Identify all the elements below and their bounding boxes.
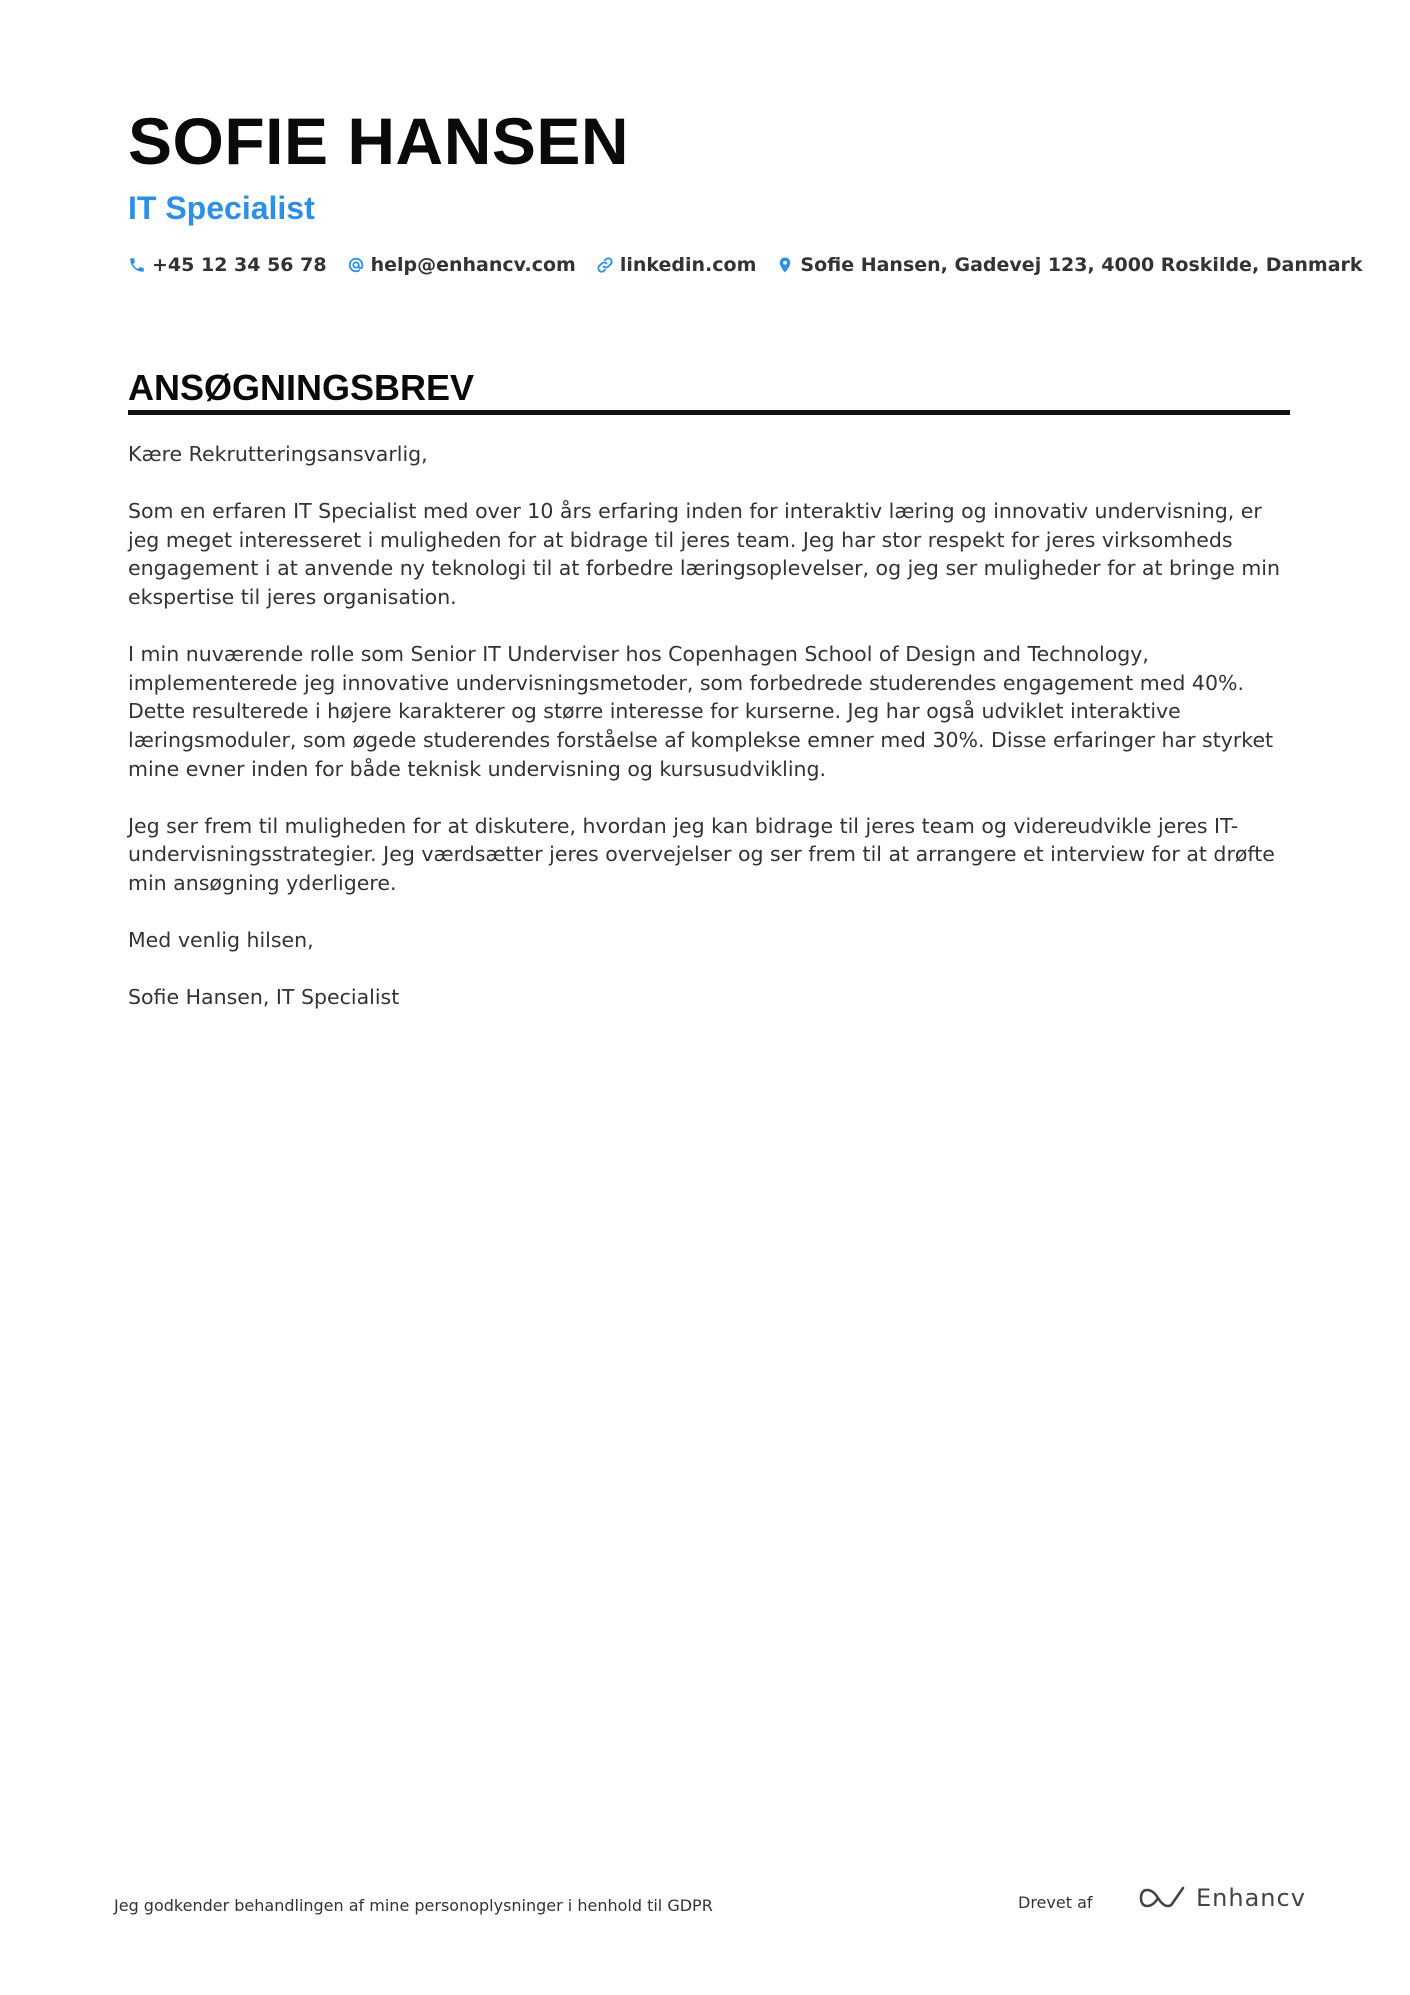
- location-pin-icon: [776, 256, 794, 274]
- email-text: help@enhancv.com: [370, 254, 576, 276]
- letter-greeting: Kære Rekrutteringsansvarlig,: [128, 442, 428, 466]
- enhancv-logo-icon: [1138, 1884, 1186, 1912]
- phone-icon: [128, 256, 146, 274]
- letter-paragraph: Som en erfaren IT Specialist med over 10 års erfaring inden for interaktiv læring og innovativ undervisning, er jeg meget interesseret i muligheden for at bidrage til jeres team. Jeg har stor respekt for jeres virksomheds engagement i at anvende ny teknologi til at forbedre læringsoplevelser, og jeg ser muligheder for at bringe min ekspertise til jeres organisation.: [128, 499, 1280, 609]
- address-text: Sofie Hansen, Gadevej 123, 4000 Roskilde, Danmark: [800, 254, 1363, 276]
- letter-body: [128, 440, 1290, 1040]
- letter-paragraph: I min nuværende rolle som Senior IT Underviser hos Copenhagen School of Design and Technology, implementerede jeg innovative undervisningsmetoder, som forbedrede studerendes engagement med 40%. Dette resulterede i højere karakterer og større interesse for kurserne. Jeg har også udviklet interaktive læringsmoduler, som øgede studerendes forståelse af komplekse emner med 30%. Disse erfaringer har styrket mine evner inden for både teknisk undervisning og kursusudvikling.: [128, 642, 1274, 781]
- contact-phone[interactable]: [128, 254, 327, 276]
- contact-address: [776, 254, 1362, 276]
- at-icon: [347, 256, 365, 274]
- enhancv-brand[interactable]: [1138, 1884, 1306, 1912]
- applicant-name: SOFIE HANSEN: [128, 104, 630, 178]
- letter-paragraph: Jeg ser frem til muligheden for at diskutere, hvordan jeg kan bidrage til jeres team og videreudvikle jeres IT-undervisningsstrategier. Jeg værdsætter jeres overvejelser og ser frem til at arrangere et interview for at drøfte min ansøgning yderligere.: [128, 813, 1275, 895]
- letter-closing: Med venlig hilsen,: [128, 928, 314, 953]
- powered-by-label: Drevet af: [1018, 1893, 1093, 1912]
- contact-linkedin[interactable]: [596, 254, 757, 276]
- section-divider: [128, 410, 1290, 415]
- contact-bar: [128, 254, 1363, 276]
- section-title: ANSØGNINGSBREV: [128, 367, 475, 408]
- link-icon: [596, 256, 614, 274]
- job-title: IT Specialist: [128, 190, 315, 226]
- phone-text: +45 12 34 56 78: [152, 254, 327, 276]
- contact-email[interactable]: [347, 254, 576, 276]
- letter-signature: Sofie Hansen, IT Specialist: [128, 985, 400, 1010]
- enhancv-wordmark: Enhancv: [1196, 1884, 1306, 1912]
- gdpr-consent: Jeg godkender behandlingen af mine personoplysninger i henhold til GDPR: [114, 1896, 713, 1915]
- linkedin-text: linkedin.com: [619, 254, 757, 276]
